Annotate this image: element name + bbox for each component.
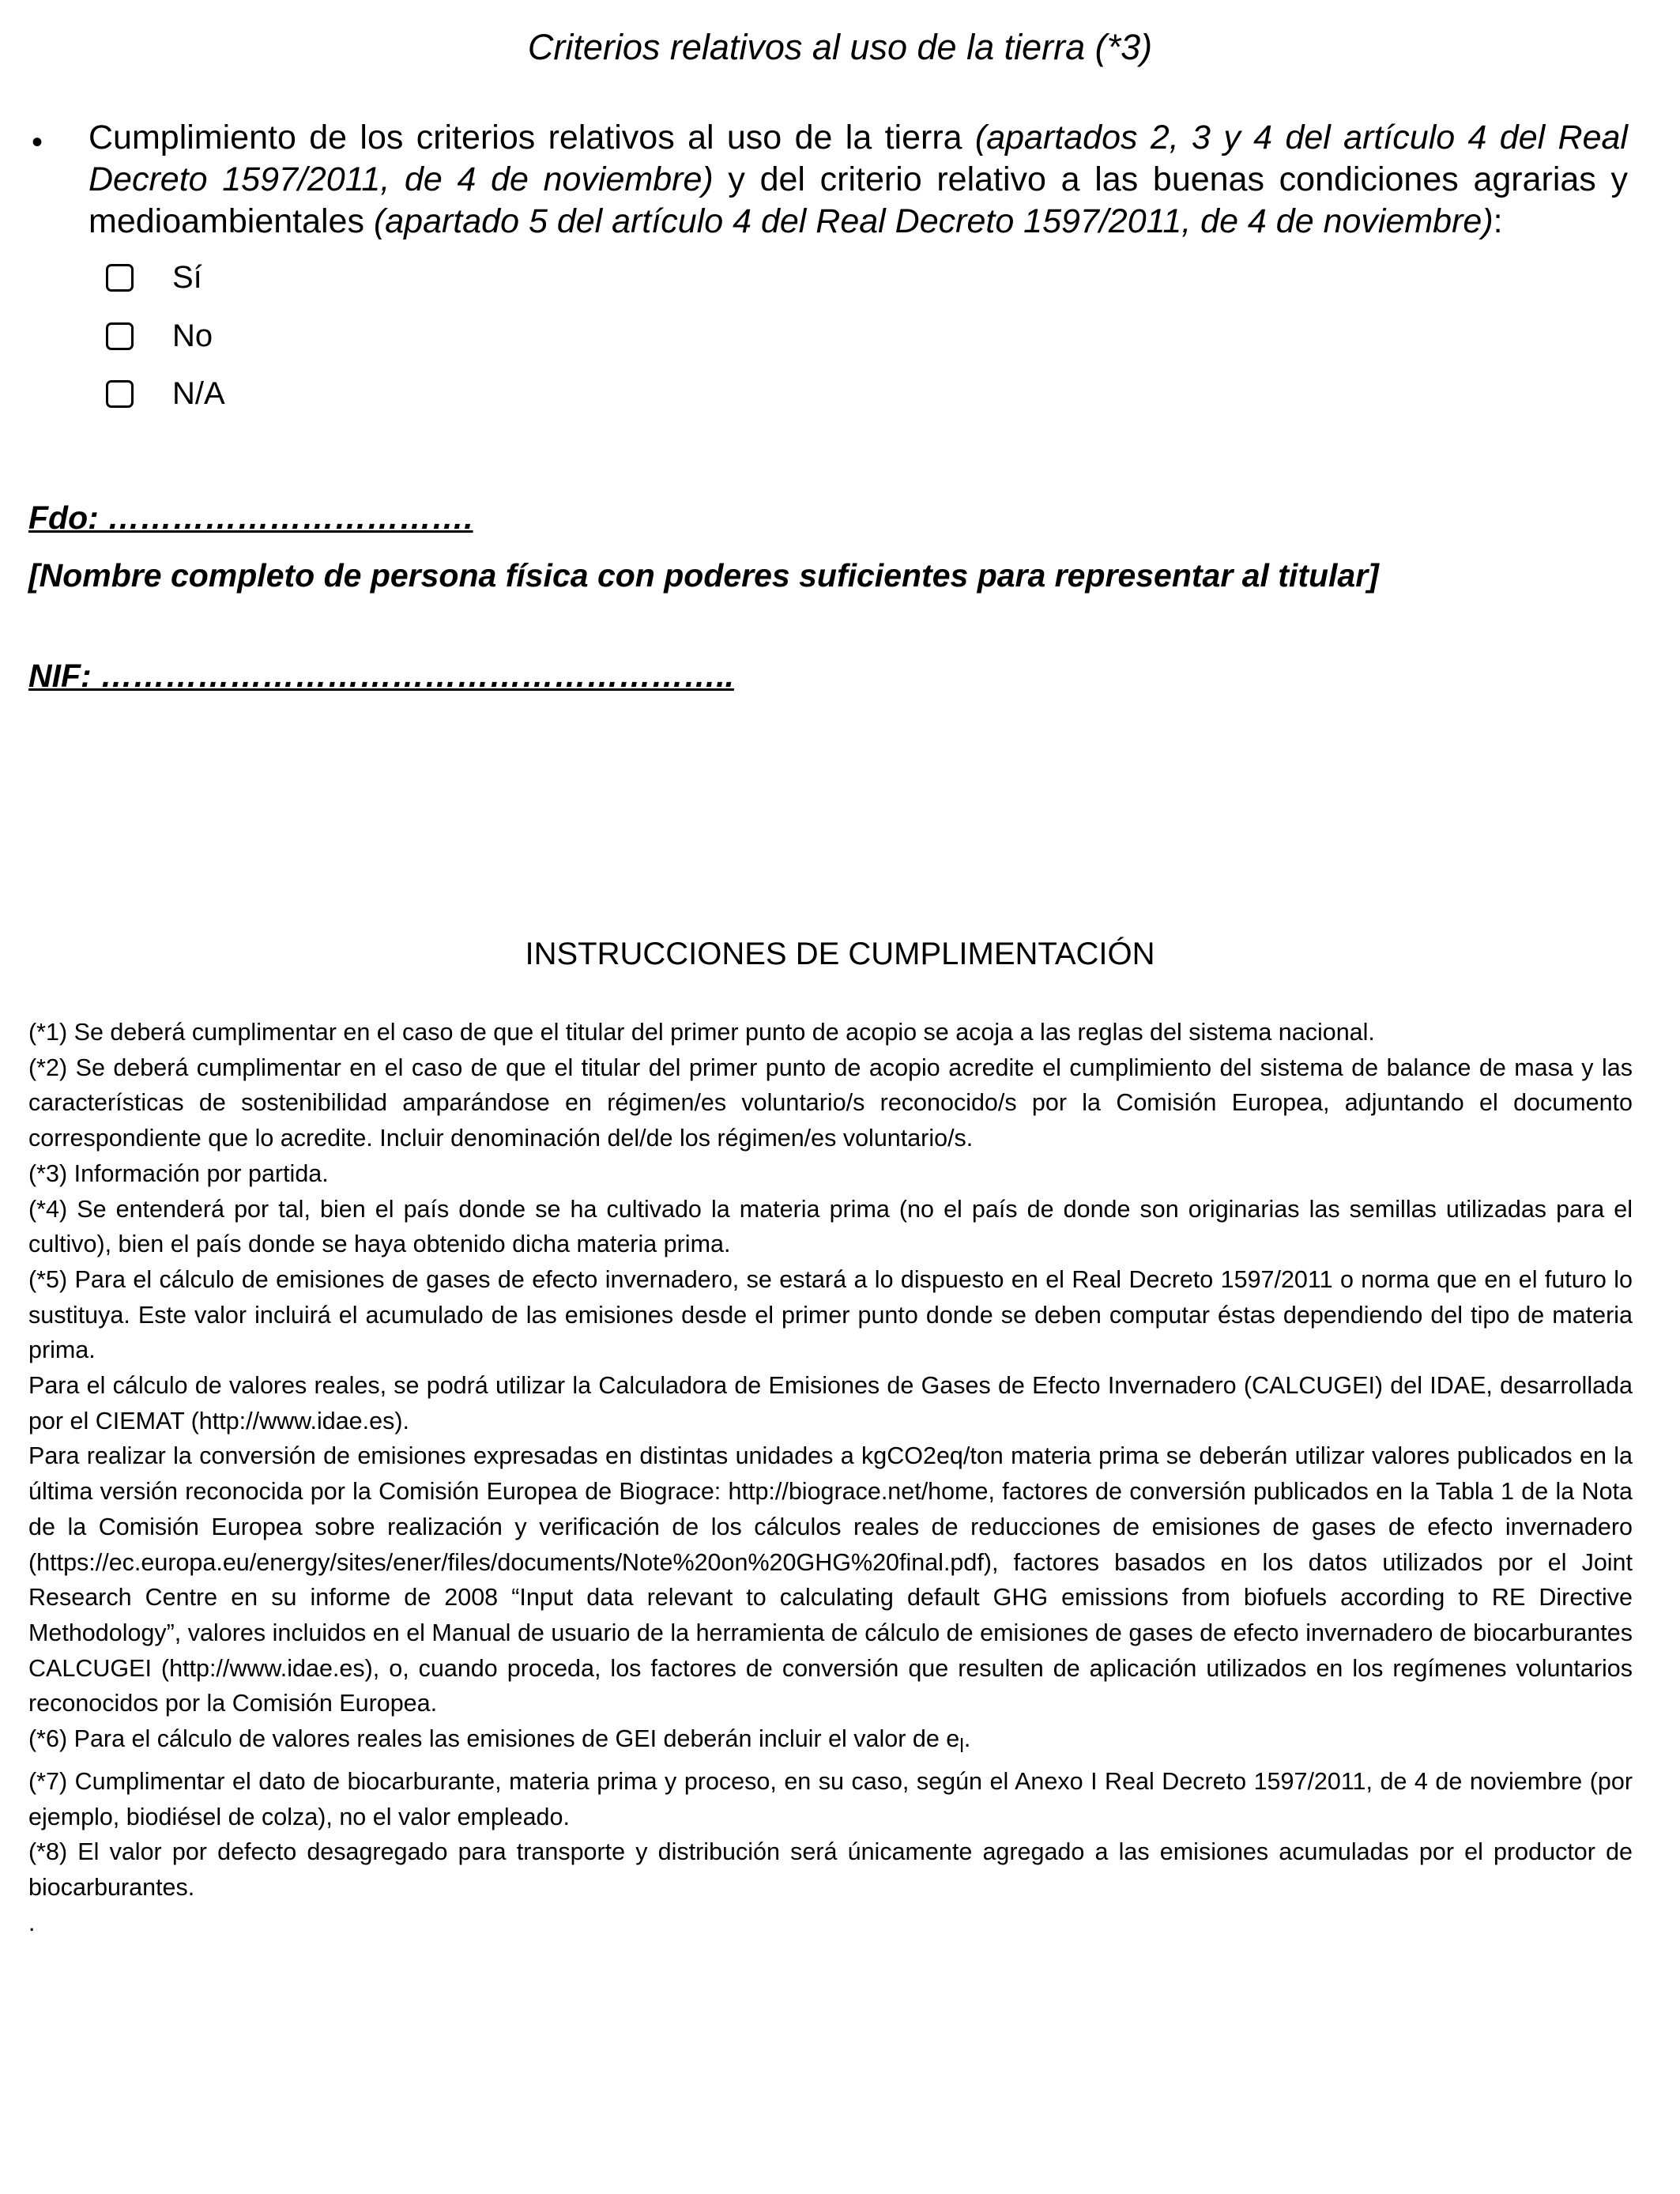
note-7: (*7) Cumplimentar el dato de biocarburante, materia prima y proceso, en su caso, según el Anexo I Real Decreto 1597/2011, de 4 de noviembre (por ejemplo, biodiésel de colza), no el valor empleado. [28, 1767, 1633, 1830]
note-5-calculator: Para el cálculo de valores reales, se podrá utilizar la Calculadora de Emisiones de Gases de Efecto Invernadero (CALCUGEI) del IDAE, desarrollada por el CIEMAT (http://www.idae.es). [28, 1372, 1633, 1434]
option-no-label: No [172, 318, 213, 353]
criterion-reference-1: (apartados 2, 3 y 4 del artículo 4 del Real Decreto 1597/2011, de 4 de noviembre) [89, 119, 1628, 198]
note-6-subscript: l [959, 1735, 964, 1758]
note-5-conversion: Para realizar la conversión de emisiones expresadas en distintas unidades a kgCO2eq/ton materia prima se deberán utilizar valores publicados en la última versión reconocida por la Comisión Europea de Biograce: http://biograce.net/home, factores de conversión publicados en la Tabla 1 de la Nota de la Comisión Europea sobre realización y verificación de los cálculos reales de reducciones de emisiones de gases de efecto invernadero (https://ec.europa.eu/energy/sites/ener/files/documents/Note%20on%20GHG%20final.pdf), factores basados en los datos utilizados por el Joint Research Centre en su informe de 2008 “Input data relevant to calculating default GHG emissions from biofuels according to RE Directive Methodology”, valores incluidos en el Manual de usuario de la herramienta de cálculo de emisiones de gases de efecto invernadero de biocarburantes CALCUGEI (http://www.idae.es), o, cuando proceda, los factores de conversión que resulten de aplicación utilizados en los regímenes voluntarios reconocidos por la Comisión Europea. [28, 1442, 1633, 1717]
criterion-reference-2: (apartado 5 del artículo 4 del Real Decreto 1597/2011, de 4 de noviembre) [373, 202, 1494, 240]
note-6-end: . [963, 1725, 971, 1753]
criterion-paragraph [89, 117, 1628, 243]
criterion-text-3: : [1493, 202, 1503, 240]
option-si[interactable] [106, 258, 202, 296]
criterion-text-1: Cumplimiento de los criterios relativos al uso de la tierra [89, 119, 975, 156]
criterion-text-2: y del criterio relativo a las buenas condiciones agrarias y medioambientales [89, 160, 1628, 240]
note-8: (*8) El valor por defecto desagregado para transporte y distribución será únicamente agregado a las emisiones acumuladas por el productor de biocarburantes. [28, 1838, 1633, 1901]
option-no[interactable] [106, 317, 213, 355]
checkbox-no[interactable] [106, 322, 134, 350]
bullet-marker: • [32, 125, 43, 160]
section-title: Criterios relativos al uso de la tierra (*3) [527, 27, 1153, 67]
note-1: (*1) Se deberá cumplimentar en el caso de que el titular del primer punto de acopio se acoja a las reglas del sistema nacional. [28, 1019, 1375, 1046]
note-4: (*4) Se entenderá por tal, bien el país donde se ha cultivado la materia prima (no el país de donde son originarias las semillas utilizadas para el cultivo), bien el país donde se haya obtenido dicha materia prima. [28, 1195, 1633, 1258]
checkbox-na[interactable] [106, 380, 134, 408]
checkbox-si[interactable] [106, 264, 134, 292]
option-si-label: Sí [172, 259, 202, 295]
option-na-label: N/A [172, 375, 225, 411]
note-6-text: (*6) Para el cálculo de valores reales las emisiones de GEI deberán incluir el valor de e [28, 1725, 960, 1753]
note-6 [28, 1721, 1633, 1764]
note-5: (*5) Para el cálculo de emisiones de gases de efecto invernadero, se estará a lo dispuesto en el Real Decreto 1597/2011 o norma que en el futuro lo sustituya. Este valor incluirá el acumulado de las emisiones desde el primer punto donde se deben computar éstas dependiendo del tipo de materia prima. [28, 1265, 1633, 1364]
instructions-title: INSTRUCCIONES DE CUMPLIMENTACIÓN [525, 937, 1155, 971]
note-2: (*2) Se deberá cumplimentar en el caso de que el titular del primer punto de acopio acredite el cumplimiento del sistema de balance de masa y las características de sostenibilidad amparándose en régimen/es voluntario/s reconocido/s por la Comisión Europea, adjuntando el documento correspondiente que lo acredite. Incluir denominación del/de los régimen/es voluntario/s. [28, 1054, 1633, 1152]
end-mark: . [28, 1909, 36, 1936]
signature-line: Fdo: ……………………………. [28, 499, 473, 536]
option-na[interactable] [106, 375, 225, 413]
instructions-notes [28, 1015, 1633, 1940]
note-3: (*3) Información por partida. [28, 1159, 329, 1187]
nif-line: NIF: ………………………………………………….. [28, 658, 734, 694]
signatory-name-placeholder: [Nombre completo de persona física con poderes suficientes para representar al titular] [28, 557, 1379, 594]
